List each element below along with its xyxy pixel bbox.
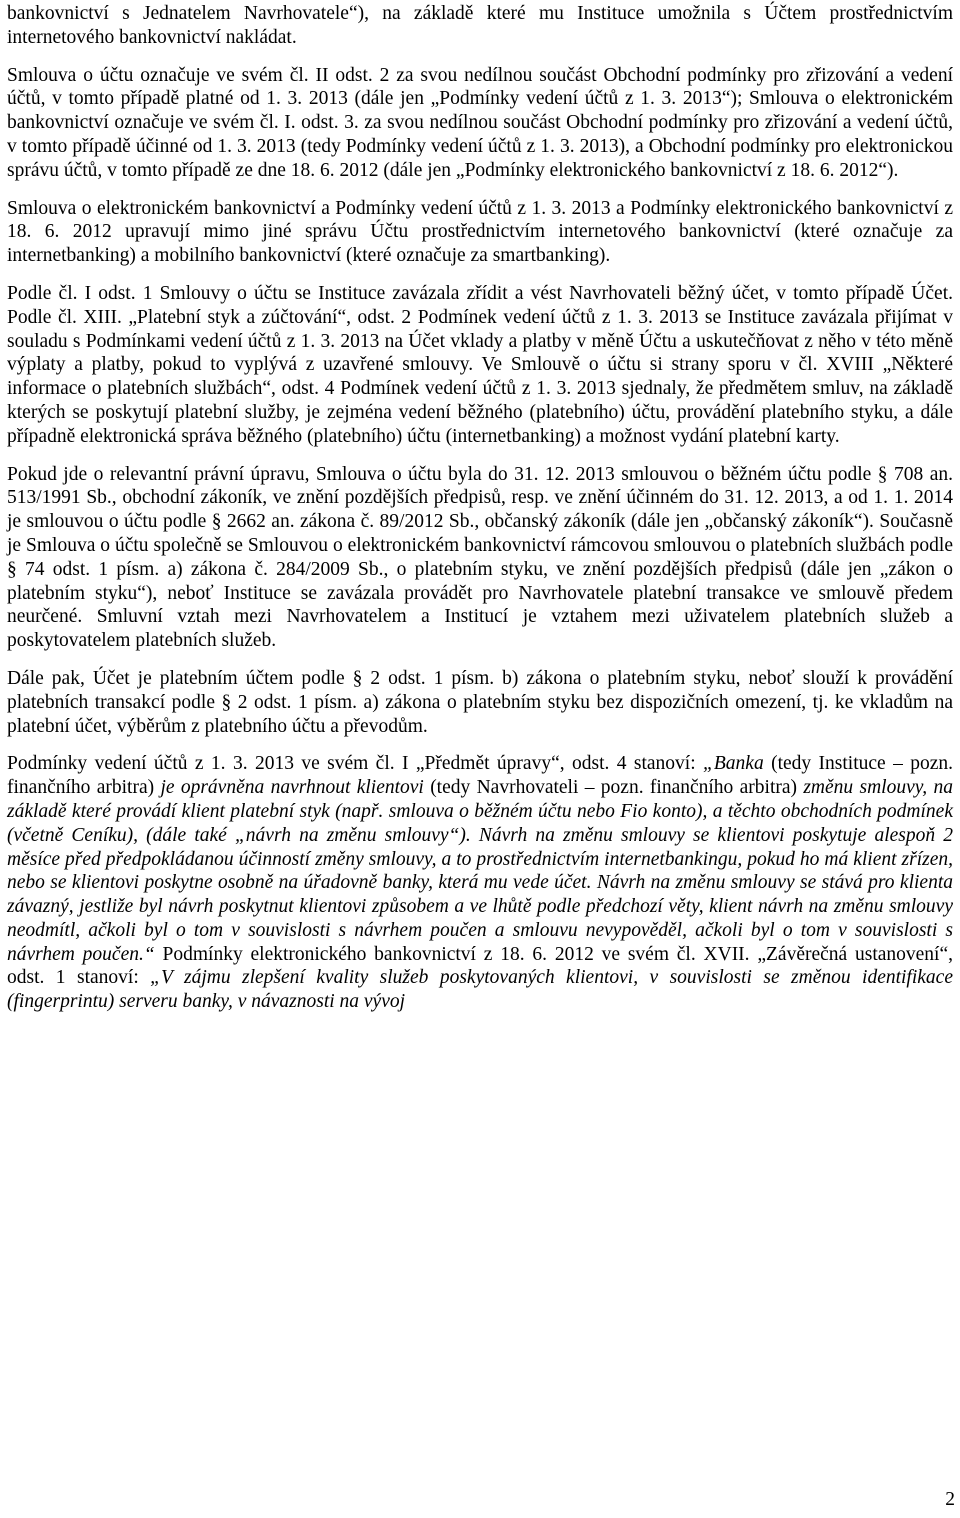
paragraph bbox=[7, 463, 953, 653]
text-run: Podmínky elektronického bankovnictví z 18. 6. 2012 ve svém čl. XVII. „Závěrečná ustanovení“, odst. 1 stanoví: bbox=[7, 943, 953, 989]
paragraph bbox=[7, 282, 953, 449]
document-body bbox=[7, 2, 953, 1014]
italic-text-run: „Banka bbox=[703, 753, 764, 775]
paragraph bbox=[7, 197, 953, 268]
text-run: Podle čl. I odst. 1 Smlouvy o účtu se Instituce zavázala zřídit a vést Navrhovateli běžný účet, v tomto případě Účet. Podle čl. XIII. „Platební styk a zúčtování“, odst. 2 Podmínek vedení účtů z 1. 3. 2013 se Instituce zavázala přijímat v souladu s Podmínkami vedení účtů z 1. 3. 2013 na Účet vklady a platby v měně Účtu a uskutečňovat z něho v této měně výplaty a platby, pokud to vyplývá z uzavřené smlouvy. Ve Smlouvě o účtu si strany sporu v čl. XVIII „Některé informace o platebních službách“, odst. 4 Podmínek vedení účtů z 1. 3. 2013 sjednaly, že předmětem smluv, na základě kterých se poskytují platební služby, je zejména vedení běžného (platebního) účtu, provádění platebního styku, a dále případně elektronická správa běžného (platebního) účtu (internetbanking) a možnost vydání platební karty. bbox=[7, 282, 953, 447]
text-run: bankovnictví s Jednatelem Navrhovatele“), na základě které mu Instituce umožnila s Účtem prostřednictvím internetového bankovnictví nakládat. bbox=[7, 3, 953, 48]
paragraph bbox=[7, 2, 953, 50]
italic-text-run: je oprávněna navrhnout klientovi bbox=[160, 777, 424, 799]
italic-text-run: „V zájmu zlepšení kvality služeb poskytovaných klientovi, v souvislosti se změnou identifikace (fingerprintu) serveru banky, v návaznosti na vývoj bbox=[7, 967, 953, 1013]
text-run: Smlouva o účtu označuje ve svém čl. II odst. 2 za svou nedílnou součást Obchodní podmínky pro zřizování a vedení účtů, v tomto případě platné od 1. 3. 2013 (dále jen „Podmínky vedení účtů z 1. 3. 2013“); Smlouva o elektronickém bankovnictví označuje ve svém čl. I. odst. 3. za svou nedílnou součást Obchodní podmínky pro zřizování a vedení účtů, v tomto případě účinné od 1. 3. 2013 (tedy Podmínky vedení účtů z 1. 3. 2013), a Obchodní podmínky pro elektronickou správu účtů, v tomto případě ze dne 18. 6. 2012 (dále jen „Podmínky elektronického bankovnictví z 18. 6. 2012“). bbox=[7, 64, 953, 181]
text-run: (tedy Instituce – pozn. finančního arbitra) bbox=[7, 753, 953, 799]
text-run: Pokud jde o relevantní právní úpravu, Smlouva o účtu byla do 31. 12. 2013 smlouvou o běžném účtu podle § 708 an. 513/1991 Sb., obchodní zákoník, ve znění pozdějších předpisů, resp. ve znění účinném do 31. 12. 2013, a od 1. 1. 2014 je smlouvou o účtu podle § 2662 an. zákona č. 89/2012 Sb., občanský zákoník (dále jen „občanský zákoník“). Současně je Smlouva o účtu společně se Smlouvou o elektronickém bankovnictví rámcovou smlouvou o platebních službách podle § 74 odst. 1 písm. a) zákona č. 284/2009 Sb., o platebním styku, ve znění pozdějších předpisů (dále jen „zákon o platebním styku“), neboť Instituce se zavázala provádět pro Navrhovatele platební transakce ve smlouvě předem neurčené. Smluvní vztah mezi Navrhovatelem a Institucí je vztahem mezi uživatelem platebních služeb a poskytovatelem platebních služeb. bbox=[7, 463, 953, 652]
italic-text-run: změnu smlouvy, na základě které provádí klient platební styk (např. smlouva o běžném účtu nebo Fio konto), a těchto obchodních podmínek (včetně Ceníku), (dále také „návrh na změnu smlouvy“). Návrh na změnu smlouvy se klientovi poskytuje alespoň 2 měsíce před předpokládanou účinností změny smlouvy, a to prostřednictvím internetbankingu, pokud ho má klient zřízen, nebo se klientovi poskytne osobně na úřadovně banky, která mu vede účet. Návrh na změnu smlouvy se stává pro klienta závazný, jestliže byl návrh poskytnut klientovi způsobem a ve lhůtě podle předchozí věty, klient návrh na změnu smlouvy neodmítl, ačkoli byl o tom v souvislosti s návrhem poučen a smlouvu nevypověděl, ačkoli byl o tom v souvislosti s návrhem poučen.“ bbox=[7, 777, 954, 965]
paragraph bbox=[7, 752, 953, 1014]
text-run: Dále pak, Účet je platebním účtem podle § 2 odst. 1 písm. b) zákona o platebním styku, neboť slouží k provádění platebních transakcí podle § 2 odst. 1 písm. a) zákona o platebním styku bez dispozičních omezení, tj. ke vkladům na platební účet, výběrům z platebního účtu a převodům. bbox=[7, 667, 953, 737]
text-run: Smlouva o elektronickém bankovnictví a Podmínky vedení účtů z 1. 3. 2013 a Podmínky elektronického bankovnictví z 18. 6. 2012 upravují mimo jiné správu Účtu prostřednictvím internetového bankovnictví (které označuje za internetbanking) a mobilního bankovnictví (které označuje za smartbanking). bbox=[7, 197, 953, 267]
paragraph bbox=[7, 64, 953, 183]
page-number: 2 bbox=[945, 1489, 955, 1511]
text-run: (tedy Navrhovateli – pozn. finančního arbitra) bbox=[423, 777, 804, 799]
paragraph bbox=[7, 667, 953, 738]
text-run: Podmínky vedení účtů z 1. 3. 2013 ve svém čl. I „Předmět úpravy“, odst. 4 stanoví: bbox=[7, 753, 704, 775]
